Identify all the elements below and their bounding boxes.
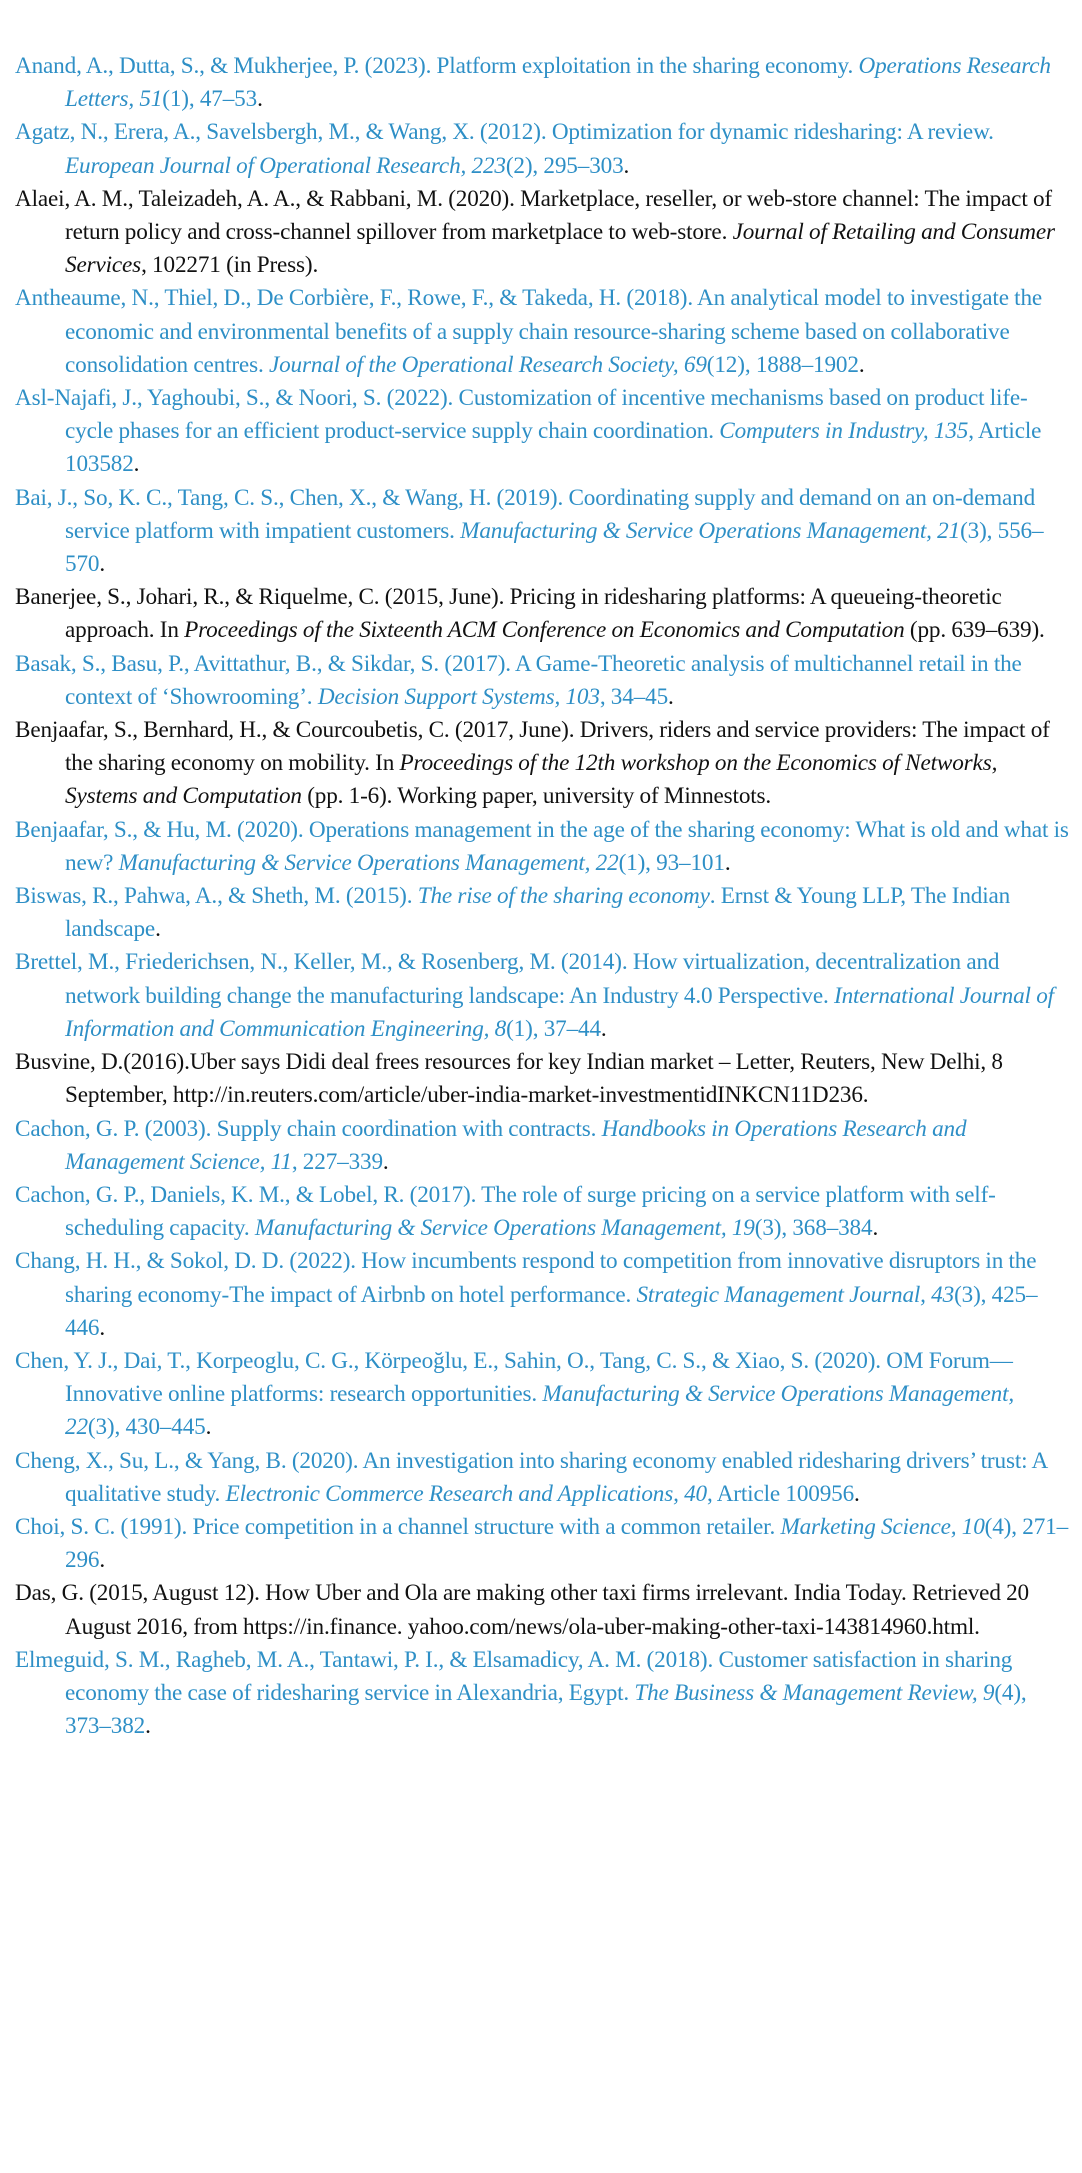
reference-text: , Article 103582 — [65, 418, 1042, 478]
reference-source-title: Manufacturing & Service Operations Management, 21 — [460, 517, 961, 544]
reference-text: (1), 47–53 — [162, 86, 258, 113]
reference-link[interactable] — [15, 1644, 1070, 1744]
reference-source-title: Journal of Retailing and Consumer Services — [65, 219, 1055, 279]
reference-text: (4), 373–382 — [65, 1679, 1027, 1740]
reference-text: Basak, S., Basu, P., Avittathur, B., & Sikdar, S. (2017). A Game-Theoretic analysis of multichannel retail in the context of ‘Showrooming’. — [15, 650, 1022, 710]
reference-link[interactable] — [15, 482, 1070, 582]
reference-terminal-period: . — [600, 1015, 607, 1042]
reference-source-title: Decision Support Systems, 103 — [317, 683, 600, 710]
reference-text: (4), 271–296 — [65, 1513, 1069, 1574]
reference-link[interactable] — [15, 1511, 1070, 1577]
reference-terminal-period: . — [724, 849, 731, 876]
reference-text: (12), 1888–1902 — [706, 351, 859, 378]
reference-link[interactable] — [15, 1245, 1070, 1345]
reference-terminal-period: . — [145, 1713, 151, 1740]
reference-source-title: The Business & Management Review, 9 — [634, 1679, 995, 1706]
reference-entry — [15, 581, 1070, 647]
reference-link[interactable] — [15, 1345, 1070, 1445]
reference-text: Benjaafar, S., & Hu, M. (2020). Operations management in the age of the sharing economy: What is old and what is new? — [15, 816, 1069, 876]
reference-source-title: Handbooks in Operations Research and Management Science, 11 — [65, 1115, 967, 1175]
reference-source-title: The rise of the sharing economy — [417, 883, 710, 910]
reference-text: (1), 37–44 — [506, 1015, 601, 1042]
reference-text: Das, G. (2015, August 12). How Uber and Ola are making other taxi firms irrelevant. India Today. Retrieved 20 August 2016, from https://in.finance. yahoo.com/news/ola-uber-making-other-taxi-143814960.html. — [15, 1580, 1029, 1640]
reference-source-title: Manufacturing & Service Operations Management, 22 — [118, 849, 619, 876]
reference-text: (pp. 639–639). — [904, 617, 1045, 644]
reference-terminal-period: . — [382, 1148, 389, 1175]
reference-source-title: Operations Research Letters, 51 — [65, 53, 1051, 113]
reference-link[interactable] — [15, 1179, 1070, 1245]
reference-source-title: Manufacturing & Service Operations Management, 19 — [254, 1215, 755, 1242]
reference-text: Cachon, G. P. (2003). Supply chain coordination with contracts. — [15, 1115, 602, 1142]
reference-terminal-period: . — [623, 152, 630, 179]
reference-text: Alaei, A. M., Taleizadeh, A. A., & Rabbani, M. (2020). Marketplace, reseller, or web-store channel: The impact of return policy and cross-channel spillover from marketplace to web-store. — [15, 185, 1052, 246]
reference-text: , Article 100956 — [706, 1480, 855, 1507]
reference-entry — [15, 1046, 1070, 1112]
reference-text: Asl-Najafi, J., Yaghoubi, S., & Noori, S. (2022). Customization of incentive mechanisms based on product life-cycle phases for an efficient product-service supply chain coordination. — [15, 385, 1028, 445]
reference-terminal-period: . — [99, 1314, 105, 1341]
reference-text: (3), 425–446 — [65, 1281, 1038, 1341]
reference-text: Choi, S. C. (1991). Price competition in a channel structure with a common retailer. — [15, 1513, 781, 1540]
reference-text: Banerjee, S., Johari, R., & Riquelme, C. (2015, June). Pricing in ridesharing platforms: A queueing-theoretic approach. In — [15, 584, 1002, 644]
reference-terminal-period: . — [854, 1480, 860, 1507]
reference-text: . Ernst & Young LLP, The Indian landscape — [65, 883, 1011, 943]
reference-text: Cachon, G. P., Daniels, K. M., & Lobel, R. (2017). The role of surge pricing on a service platform with self-scheduling capacity. — [15, 1181, 996, 1242]
reference-terminal-period: . — [205, 1414, 212, 1441]
reference-text: Antheaume, N., Thiel, D., De Corbière, F., Rowe, F., & Takeda, H. (2018). An analytical model to investigate the economic and environmental benefits of a supply chain resource-sharing scheme based on collaborative consolidation centres. — [15, 285, 1043, 378]
reference-terminal-period: . — [257, 86, 263, 113]
reference-list — [15, 50, 1070, 1743]
reference-text: Anand, A., Dutta, S., & Mukherjee, P. (2023). Platform exploitation in the sharing economy. — [15, 53, 859, 79]
reference-source-title: Strategic Management Journal, 43 — [636, 1281, 955, 1308]
reference-text: (3), 368–384 — [754, 1215, 873, 1242]
reference-source-title: International Journal of Information and Communication Engineering, 8 — [65, 982, 1054, 1042]
reference-link[interactable] — [15, 880, 1070, 946]
reference-text: Benjaafar, S., Bernhard, H., & Courcoubetis, C. (2017, June). Drivers, riders and service providers: The impact of the sharing economy on mobility. In — [15, 717, 1050, 777]
reference-source-title: Electronic Commerce Research and Applications, 40 — [225, 1480, 707, 1507]
reference-source-title: Computers in Industry, 135 — [719, 418, 969, 445]
reference-text: Brettel, M., Friederichsen, N., Keller, M., & Rosenberg, M. (2014). How virtualization, decentralization and network building change the manufacturing landscape: An Industry 4.0 Perspective. — [15, 949, 1000, 1009]
reference-terminal-period: . — [155, 916, 161, 943]
reference-text: , 227–339 — [291, 1148, 383, 1175]
reference-source-title: Proceedings of the Sixteenth ACM Conference on Economics and Computation — [184, 617, 905, 644]
reference-entry — [15, 1577, 1070, 1643]
reference-source-title: European Journal of Operational Research, 223 — [65, 152, 506, 179]
reference-link[interactable] — [15, 282, 1070, 382]
reference-source-title: Manufacturing & Service Operations Management, 22 — [65, 1381, 1015, 1441]
reference-terminal-period: . — [668, 683, 674, 710]
reference-source-title: Journal of the Operational Research Society, 69 — [268, 351, 707, 378]
reference-link[interactable] — [15, 382, 1070, 482]
reference-text: Agatz, N., Erera, A., Savelsbergh, M., & Wang, X. (2012). Optimization for dynamic ridesharing: A review. — [15, 119, 994, 146]
reference-source-title: Proceedings of the 12th workshop on the Economics of Networks, Systems and Computation — [65, 750, 998, 810]
reference-text: (1), 93–101 — [618, 849, 725, 876]
reference-terminal-period: . — [99, 1547, 105, 1574]
reference-text: , 34–45 — [599, 683, 669, 710]
reference-text: (3), 430–445 — [87, 1414, 206, 1441]
reference-link[interactable] — [15, 1445, 1070, 1511]
reference-source-title: Marketing Science, 10 — [780, 1513, 985, 1540]
reference-link[interactable] — [15, 814, 1070, 880]
reference-link[interactable] — [15, 50, 1070, 116]
reference-text: , 102271 (in Press). — [141, 252, 319, 279]
reference-terminal-period: . — [133, 451, 140, 478]
reference-text: (pp. 1-6). Working paper, university of Minnestots. — [301, 783, 772, 810]
reference-text: Bai, J., So, K. C., Tang, C. S., Chen, X., & Wang, H. (2019). Coordinating supply and demand on an on-demand service platform with impatient customers. — [15, 484, 1036, 544]
reference-link[interactable] — [15, 946, 1070, 1046]
reference-text: Busvine, D.(2016).Uber says Didi deal frees resources for key Indian market – Letter, Reuters, New Delhi, 8 September, http://in.reuters.com/article/uber-india-market-investmentidINKCN11D236. — [15, 1049, 1003, 1109]
reference-terminal-period: . — [858, 351, 865, 378]
reference-link[interactable] — [15, 116, 1070, 182]
reference-text: Chen, Y. J., Dai, T., Korpeoglu, C. G., Körpeoğlu, E., Sahin, O., Tang, C. S., & Xiao, S. (2020). OM Forum—Innovative online platforms: research opportunities. — [15, 1347, 1013, 1408]
reference-text: (2), 295–303 — [505, 152, 624, 179]
reference-text: Cheng, X., Su, L., & Yang, B. (2020). An investigation into sharing economy enabled ridesharing drivers’ trust: A qualitative study. — [15, 1447, 1047, 1507]
reference-link[interactable] — [15, 648, 1070, 714]
reference-terminal-period: . — [99, 551, 105, 578]
reference-terminal-period: . — [872, 1215, 879, 1242]
reference-text: (3), 556–570 — [65, 517, 1044, 578]
reference-entry — [15, 183, 1070, 283]
reference-link[interactable] — [15, 1113, 1070, 1179]
reference-text: Elmeguid, S. M., Ragheb, M. A., Tantawi, P. I., & Elsamadicy, A. M. (2018). Customer satisfaction in sharing economy the case of ridesharing service in Alexandria, Egypt. — [15, 1646, 1013, 1706]
reference-text: Biswas, R., Pahwa, A., & Sheth, M. (2015). — [15, 883, 418, 910]
reference-text: Chang, H. H., & Sokol, D. D. (2022). How incumbents respond to competition from innovative disruptors in the sharing economy-The impact of Airbnb on hotel performance. — [15, 1248, 1037, 1308]
reference-entry — [15, 714, 1070, 814]
